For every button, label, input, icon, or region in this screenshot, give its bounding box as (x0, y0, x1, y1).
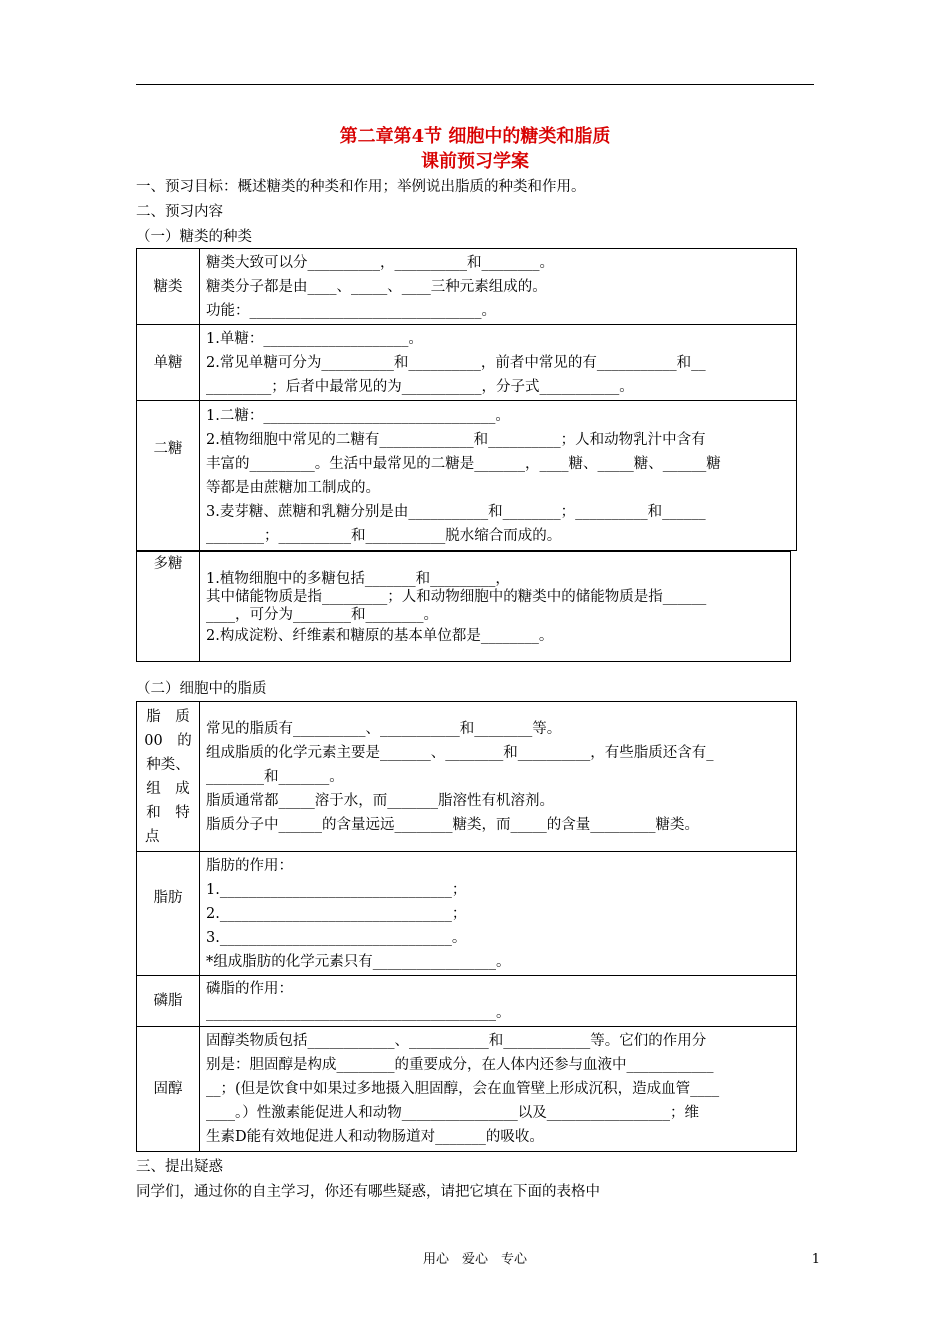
label-line: 点 (145, 828, 160, 845)
section-questions-text: 同学们，通过你的自主学习，你还有哪些疑惑，请把它填在下面的表格中 (136, 1184, 600, 1200)
lipid-table (136, 701, 797, 1152)
fill-line: ________和_______。 (206, 768, 344, 785)
fill-line: 常见的脂质有__________、___________和________等。 (206, 720, 562, 737)
fill-line: 糖类分子都是由____、_____、____三种元素组成的。 (206, 278, 547, 295)
fill-line: ____，可分为________和________。 (206, 607, 438, 623)
polysaccharide-table (136, 551, 791, 662)
fill-line: 3.________________________________。 (206, 929, 467, 946)
fill-line: ____。）性激素能促进人和动物________________以及_________________；维 (206, 1105, 699, 1121)
section-questions-heading: 三、提出疑惑 (136, 1159, 223, 1175)
fill-line: 固醇类物质包括____________、___________和____________等。它们的作用分 (206, 1033, 707, 1049)
fill-line: 2.常见单糖可分为__________和__________，前者中常见的有___________和__ (206, 354, 706, 371)
table-row (137, 976, 797, 1027)
row-label: 脂肪 (137, 852, 200, 976)
table-row (137, 325, 797, 401)
fill-line: 组成脂质的化学元素主要是_______、________和__________，有些脂质还含有_ (206, 744, 714, 761)
row-content (200, 325, 797, 401)
page-subtitle: 课前预习学案 (421, 151, 529, 172)
row-content (200, 852, 797, 976)
page-title: 第二章第4节 细胞中的糖类和脂质 (339, 126, 611, 147)
fill-line: 3.麦芽糖、蔗糖和乳糖分别是由___________和________；__________和______ (206, 503, 706, 520)
table-row (137, 702, 797, 852)
carbohydrate-table (136, 248, 797, 551)
row-label: 固醇 (137, 1027, 200, 1152)
label-line: 00 的 (144, 732, 192, 749)
table-row (137, 401, 797, 551)
fill-line: 2.植物细胞中常见的二糖有_____________和__________；人和动物乳汁中含有 (206, 431, 706, 448)
fill-line: 糖类大致可以分__________，__________和________。 (206, 254, 554, 271)
table-row (137, 249, 797, 325)
table-row (137, 552, 791, 662)
row-label: 单糖 (137, 325, 200, 401)
fill-line: 脂质分子中______的含量远远________糖类，而_____的含量_________糖类。 (206, 816, 699, 833)
fill-line: 1.单糖：____________________。 (206, 330, 423, 347)
label-line: 种类、 (146, 756, 190, 773)
footer-motto: 用心 爱心 专心 (422, 1252, 527, 1267)
row-content (200, 249, 797, 325)
subsection-lipids: （二）细胞中的脂质 (136, 681, 267, 697)
page-number: 1 (811, 1252, 820, 1267)
fill-line: _________；后者中最常见的为___________，分子式___________。 (206, 378, 634, 395)
row-label (137, 702, 200, 852)
row-content (200, 401, 797, 551)
fill-line: 脂肪的作用： (206, 857, 293, 874)
subsection-carbohydrates: （一）糖类的种类 (136, 229, 252, 245)
fill-line: *组成脂肪的化学元素只有_________________。 (206, 953, 511, 970)
row-content (200, 1027, 797, 1152)
label-line: 和 特 (146, 804, 190, 821)
section-objectives: 一、预习目标：概述糖类的种类和作用；举例说出脂质的种类和作用。 (136, 179, 586, 195)
row-content (200, 552, 791, 662)
fill-line: 2.构成淀粉、纤维素和糖原的基本单位都是________。 (206, 628, 554, 644)
section-content-heading: 二、预习内容 (136, 204, 223, 220)
fill-line: ________________________________________。 (206, 1005, 511, 1021)
row-label: 磷脂 (137, 976, 200, 1027)
label-line: 脂 质 (146, 708, 190, 725)
fill-line: 其中储能物质是指_________；人和动物细胞中的糖类中的储能物质是指______ (206, 589, 707, 605)
label-line: 组 成 (146, 780, 190, 797)
fill-line: 别是：胆固醇是构成________的重要成分，在人体内还参与血液中____________ (206, 1057, 714, 1073)
fill-line: 等都是由蔗糖加工制成的。 (206, 479, 380, 496)
fill-line: 丰富的_________。生活中最常见的二糖是_______，____糖、_____糖、______糖 (206, 455, 721, 472)
row-content (200, 702, 797, 852)
fill-line: __；(但是饮食中如果过多地摄入胆固醇，会在血管壁上形成沉积，造成血管____ (206, 1081, 720, 1097)
row-label: 糖类 (137, 249, 200, 325)
fill-line: 脂质通常都_____溶于水，而_______脂溶性有机溶剂。 (206, 792, 554, 809)
table-row (137, 1027, 797, 1152)
table-row (137, 852, 797, 976)
fill-line: 1.________________________________； (206, 881, 467, 898)
row-content (200, 976, 797, 1027)
row-label: 二糖 (137, 401, 200, 551)
fill-line: 1.植物细胞中的多糖包括_______和_________， (206, 571, 510, 587)
fill-line: 生素D能有效地促进人和动物肠道对_______的吸收。 (206, 1129, 544, 1145)
fill-line: ________；__________和___________脱水缩合而成的。 (206, 527, 562, 544)
fill-line: 磷脂的作用： (206, 981, 293, 997)
row-label: 多糖 (137, 552, 200, 662)
fill-line: 2.________________________________； (206, 905, 467, 922)
fill-line: 功能：________________________________。 (206, 302, 496, 319)
header-rule (136, 84, 814, 85)
fill-line: 1.二糖：________________________________。 (206, 407, 510, 424)
